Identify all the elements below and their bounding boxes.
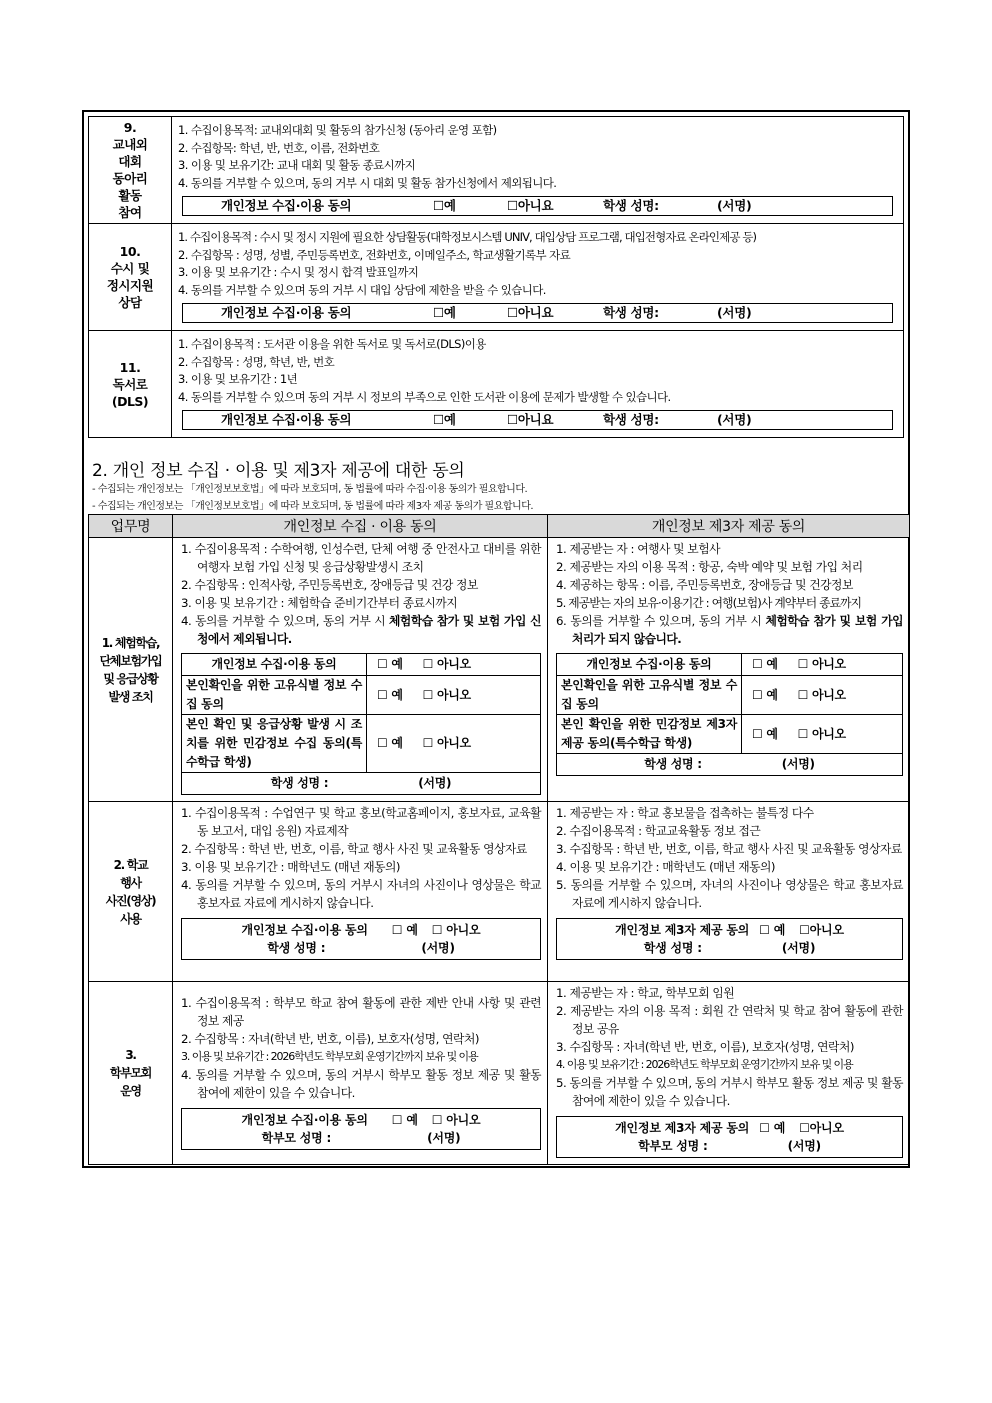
table-row-parent-association bbox=[89, 982, 910, 1165]
list-item: 1. 수집이용목적 : 수학여행, 인성수련, 단체 여행 중 안전사고 대비를 위한 여행자 보험 가입 신청 및 응급상황발생시 조치 bbox=[181, 542, 541, 574]
consent-bar bbox=[182, 303, 893, 323]
consent-row bbox=[557, 676, 903, 715]
signature-field[interactable]: (서명) bbox=[781, 757, 815, 771]
label-line: 참여 bbox=[118, 205, 142, 220]
yes-checkbox[interactable]: ☐예 bbox=[433, 305, 456, 321]
yes-checkbox[interactable]: ☐예 bbox=[433, 198, 456, 214]
consent-items-table bbox=[88, 116, 904, 438]
collect-column bbox=[173, 982, 548, 1165]
consent-label: 개인정보 수집·이용 동의 bbox=[221, 412, 352, 428]
label-line: 3. bbox=[125, 1048, 136, 1062]
list-item: 5. 동의를 거부할 수 있으며, 자녀의 사진이나 영상물은 학교 홍보자료 자료에 게시하지 않습니다. bbox=[556, 878, 903, 910]
collect-column bbox=[173, 802, 548, 982]
list-item: 4. 이용 및 보유기간 : 매학년도 (매년 재동의) bbox=[556, 860, 776, 874]
label-line: 행사 bbox=[120, 875, 141, 890]
label-line: 수시 및 bbox=[110, 261, 150, 276]
list-item: 3. 이용 및 보유기간 : 체험학습 준비기간부터 종료시까지 bbox=[181, 596, 458, 610]
consent-bar bbox=[182, 410, 893, 430]
parent-name-field[interactable]: 학부모 성명 : bbox=[261, 1131, 332, 1145]
no-checkbox[interactable]: ☐아니오 bbox=[799, 1121, 844, 1135]
list-item: 3. 이용 및 보유기간 : 2026학년도 학부모회 운영기간까지 보유 및 이용 bbox=[181, 1050, 478, 1063]
no-checkbox[interactable]: ☐ 아니오 bbox=[422, 657, 471, 671]
signature-field[interactable]: (서명) bbox=[781, 941, 816, 955]
consent-question: 본인 확인을 위한 민감정보 제3자 제공 동의(특수학급 학생) bbox=[557, 715, 742, 754]
consent-question: 개인정보 수집·이용 동의 bbox=[557, 654, 742, 676]
consent-box bbox=[181, 1108, 541, 1150]
signature-line bbox=[557, 1137, 902, 1155]
no-checkbox[interactable]: ☐ 아니오 bbox=[797, 657, 846, 671]
column-header-task: 업무명 bbox=[89, 515, 173, 538]
list-item: 5. 동의를 거부할 수 있으며, 동의 거부시 학부모 활동 정보 제공 및 활동 참여에 제한이 있을 수 있습니다. bbox=[556, 1076, 903, 1108]
consent-row bbox=[557, 654, 903, 676]
table-row-photo-use bbox=[89, 802, 910, 982]
list-item: 4. 동의를 거부할 수 있으며 동의 거부 시 대입 상담에 제한을 받을 수 있습니다. bbox=[178, 282, 546, 297]
list-item: 3. 이용 및 보유기간: 교내 대회 및 활동 종료시까지 bbox=[178, 158, 416, 172]
label-line: 동아리 bbox=[112, 171, 148, 186]
consent-row bbox=[182, 676, 541, 715]
task-label bbox=[89, 982, 173, 1165]
list-item: 1. 수집이용목적 : 학부모 학교 참여 활동에 관한 제반 안내 사항 및 관련 정보 제공 bbox=[181, 996, 541, 1028]
label-line: 운영 bbox=[120, 1084, 141, 1098]
item-content bbox=[172, 224, 904, 331]
label-line: 발생 조치 bbox=[108, 689, 153, 704]
task-label bbox=[89, 538, 173, 802]
yes-checkbox[interactable]: ☐ 예 bbox=[377, 657, 403, 671]
list-item: 1. 수집이용목적 : 수시 및 정시 지원에 필요한 상담활동(대학정보시스템 UNIV, 대입상담 프로그램, 대입전형자료 온라인제공 등) bbox=[178, 230, 757, 244]
list-item: 4. 동의를 거부할 수 있으며 동의 거부 시 정보의 부족으로 인한 도서관 이용에 문제가 발생할 수 있습니다. bbox=[178, 389, 671, 404]
signature-line bbox=[182, 939, 540, 957]
list-item: 5. 제공받는 자의 보유·이용기간 : 여행(보험)사 계약부터 종료까지 bbox=[556, 596, 862, 610]
no-checkbox[interactable]: ☐아니요 bbox=[507, 305, 554, 321]
list-item bbox=[181, 612, 541, 648]
item-text: 6. 동의를 거부할 수 있으며, 동의 거부 시 bbox=[556, 614, 766, 628]
list-item: 1. 제공받는 자 : 학교, 학부모회 임원 bbox=[556, 986, 735, 1000]
yes-checkbox[interactable]: ☐ 예 bbox=[377, 687, 403, 702]
list-item: 4. 이용 및 보유기간 : 2026학년도 학부모회 운영기간까지 보유 및 이용 bbox=[556, 1058, 853, 1071]
provide-column bbox=[548, 538, 910, 802]
label-line: 2. 학교 bbox=[113, 857, 148, 872]
label-line: 상담 bbox=[118, 295, 142, 310]
column-header-collect: 개인정보 수집 · 이용 동의 bbox=[173, 515, 548, 538]
item-label bbox=[89, 117, 172, 224]
table-row-item-9 bbox=[89, 117, 904, 224]
consent-label: 개인정보 제3자 제공 동의 bbox=[615, 923, 750, 937]
consent-question: 개인정보 수집·이용 동의 bbox=[182, 654, 367, 676]
list-item: 1. 수집이용목적: 교내외대회 및 활동의 참가신청 (동아리 운영 포함) bbox=[178, 123, 497, 137]
list-item: 2. 수집항목 : 성명, 학년, 반, 번호 bbox=[178, 354, 335, 369]
yes-checkbox[interactable]: ☐ 예 bbox=[391, 923, 418, 937]
signature-field[interactable]: (서명) bbox=[427, 1131, 461, 1145]
item-content bbox=[172, 331, 904, 438]
consent-question: 본인확인을 위한 고유식별 정보 수집 동의 bbox=[182, 676, 367, 715]
consent-bar bbox=[182, 196, 893, 216]
item-label bbox=[89, 224, 172, 331]
signature-field[interactable]: (서명) bbox=[421, 941, 455, 955]
consent-line bbox=[557, 1119, 902, 1137]
label-line: 사용 bbox=[120, 911, 141, 926]
list-item: 2. 제공받는 자의 이용 목적 : 항공, 숙박 예약 및 보험 가입 처리 bbox=[556, 560, 863, 574]
student-name-field[interactable]: 학생 성명: bbox=[603, 412, 659, 428]
list-item: 3. 이용 및 보유기간 : 수시 및 정시 합격 발표일까지 bbox=[178, 265, 419, 279]
item-text: 4. 동의를 거부할 수 있으며, 동의 거부 시 bbox=[181, 614, 390, 628]
no-checkbox[interactable]: ☐ 아니오 bbox=[422, 736, 471, 750]
consent-label: 개인정보 수집·이용 동의 bbox=[241, 1113, 368, 1127]
list-item: 1. 제공받는 자 : 학교 홍보물을 접촉하는 불특정 다수 bbox=[556, 806, 814, 820]
no-checkbox[interactable]: ☐ 아니오 bbox=[797, 687, 846, 702]
yes-checkbox[interactable]: ☐ 예 bbox=[752, 657, 778, 671]
list-item: 4. 동의를 거부할 수 있으며, 동의 거부 시 대회 및 활동 참가신청에서 제외됩니다. bbox=[178, 175, 557, 190]
label-line: 단체보험가입 bbox=[99, 653, 162, 668]
list-item: 3. 이용 및 보유기간 : 매학년도 (매년 재동의) bbox=[181, 860, 401, 874]
list-item: 3. 수집항목 : 자녀(학년 반, 번호, 이름), 보호자(성명, 연락처) bbox=[556, 1040, 854, 1054]
list-item: 4. 동의를 거부할 수 있으며, 동의 거부시 자녀의 사진이나 영상물은 학교 홍보자료 자료에 게시하지 않습니다. bbox=[181, 878, 541, 910]
signature-field[interactable]: (서명) bbox=[418, 776, 452, 790]
no-checkbox[interactable]: ☐ 아니오 bbox=[431, 1113, 481, 1127]
no-checkbox[interactable]: ☐ 아니오 bbox=[422, 687, 471, 702]
list-item: 3. 이용 및 보유기간 : 1년 bbox=[178, 372, 298, 386]
consent-answers bbox=[367, 654, 541, 676]
consent-label: 개인정보 수집·이용 동의 bbox=[221, 305, 352, 321]
legal-note: - 수집되는 개인정보는 「개인정보보호법」에 따라 보호되며, 동 법률에 따라 제3자 제공 동의가 필요합니다. bbox=[92, 501, 534, 512]
consent-subtable bbox=[181, 653, 541, 795]
yes-checkbox[interactable]: ☐예 bbox=[433, 412, 456, 428]
student-name-field[interactable]: 학생 성명 : bbox=[643, 941, 702, 955]
consent-line bbox=[182, 1111, 540, 1129]
list-item: 1. 수집이용목적 : 수업연구 및 학교 홍보(학교홈페이지, 홍보자료, 교육활동 보고서, 대입 응원) 자료제작 bbox=[181, 806, 541, 838]
section-title: 2. 개인 정보 수집 · 이용 및 제3자 제공에 대한 동의 bbox=[92, 461, 465, 481]
yes-checkbox[interactable]: ☐ 예 bbox=[759, 1121, 786, 1135]
list-item: 2. 제공받는 자의 이용 목적 : 회원 간 연락처 및 학교 참여 활동에 관한 정보 공유 bbox=[556, 1004, 903, 1036]
consent-answers bbox=[367, 715, 541, 773]
item-content bbox=[172, 117, 904, 224]
item-label bbox=[89, 331, 172, 438]
yes-checkbox[interactable]: ☐ 예 bbox=[391, 1113, 418, 1127]
list-item: 1. 제공받는 자 : 여행사 및 보험사 bbox=[556, 542, 720, 556]
student-name-label: 학생 성명 : bbox=[644, 757, 702, 771]
yes-checkbox[interactable]: ☐ 예 bbox=[752, 687, 778, 702]
label-line: 11. bbox=[119, 359, 141, 375]
provide-column bbox=[548, 982, 910, 1165]
consent-question: 본인확인을 위한 고유식별 정보 수집 동의 bbox=[557, 676, 742, 715]
consent-answers bbox=[742, 715, 903, 754]
task-label bbox=[89, 802, 173, 982]
consent-answers bbox=[742, 654, 903, 676]
no-checkbox[interactable]: ☐ 아니오 bbox=[797, 726, 846, 741]
consent-box bbox=[556, 1116, 903, 1158]
signature-line bbox=[557, 939, 902, 957]
student-name-field[interactable]: 학생 성명 : bbox=[267, 941, 326, 955]
consent-subtable bbox=[556, 653, 903, 776]
consent-label: 개인정보 수집·이용 동의 bbox=[221, 198, 352, 214]
yes-checkbox[interactable]: ☐ 예 bbox=[752, 726, 778, 741]
consent-question: 본인 확인 및 응급상황 발생 시 조치를 위한 민감정보 수집 동의(특수학급 학생) bbox=[182, 715, 367, 773]
item-bold-text: 체험학습 참가 및 보험 가입 처리가 되지 않습니다. bbox=[572, 614, 903, 646]
signature-row bbox=[557, 754, 903, 776]
label-line: 교내외 bbox=[112, 137, 148, 152]
consent-form-page bbox=[82, 110, 910, 1168]
consent-provision-table bbox=[88, 514, 910, 1165]
label-line: 대회 bbox=[118, 154, 142, 169]
signature-cell[interactable] bbox=[182, 773, 541, 795]
signature-cell[interactable] bbox=[557, 754, 903, 776]
legal-note: - 수집되는 개인정보는 「개인정보보호법」에 따라 보호되며, 동 법률에 따라 수집·이용 동의가 필요합니다. bbox=[92, 484, 528, 495]
label-line: 사진(영상) bbox=[105, 893, 156, 908]
signature-line bbox=[182, 1129, 540, 1147]
label-line: 정시지원 bbox=[106, 278, 154, 293]
list-item: 2. 수집항목 : 학년 반, 번호, 이름, 학교 행사 사진 및 교육활동 영상자료 bbox=[181, 842, 527, 856]
item-bold-text: 체험학습 참가 및 보험 가입 신청에서 제외됩니다. bbox=[197, 614, 541, 646]
signature-field[interactable]: (서명) bbox=[717, 198, 752, 214]
consent-answers bbox=[742, 676, 903, 715]
table-row-field-trip bbox=[89, 538, 910, 802]
signature-row bbox=[182, 773, 541, 795]
consent-line bbox=[557, 921, 902, 939]
signature-field[interactable]: (서명) bbox=[787, 1139, 821, 1153]
parent-name-field[interactable]: 학부모 성명 : bbox=[638, 1139, 708, 1153]
table-header-row bbox=[89, 515, 910, 538]
student-name-field[interactable]: 학생 성명: bbox=[603, 198, 659, 214]
list-item: 2. 수집이용목적 : 학교교육활동 정보 접근 bbox=[556, 824, 761, 838]
consent-box bbox=[181, 918, 541, 960]
yes-checkbox[interactable]: ☐ 예 bbox=[377, 736, 403, 750]
table-row-item-10 bbox=[89, 224, 904, 331]
table-row-item-11 bbox=[89, 331, 904, 438]
list-item: 2. 수집항목: 학년, 반, 번호, 이름, 전화번호 bbox=[178, 140, 380, 155]
consent-label: 개인정보 제3자 제공 동의 bbox=[615, 1121, 750, 1135]
no-checkbox[interactable]: ☐아니요 bbox=[507, 198, 554, 214]
consent-label: 개인정보 수집·이용 동의 bbox=[241, 923, 368, 937]
no-checkbox[interactable]: ☐아니오 bbox=[799, 923, 844, 937]
label-line: 10. bbox=[119, 244, 141, 259]
label-line: 9. bbox=[123, 120, 137, 135]
label-line: (DLS) bbox=[111, 393, 149, 409]
consent-answers bbox=[367, 676, 541, 715]
consent-row bbox=[557, 715, 903, 754]
collect-column bbox=[173, 538, 548, 802]
column-header-provide: 개인정보 제3자 제공 동의 bbox=[548, 515, 910, 538]
consent-line bbox=[182, 921, 540, 939]
list-item: 4. 제공하는 항목 : 이름, 주민등록번호, 장애등급 및 건강정보 bbox=[556, 578, 853, 592]
list-item: 2. 수집항목 : 자녀(학년 반, 번호, 이름), 보호자(성명, 연락처) bbox=[181, 1032, 479, 1046]
list-item: 3. 수집항목 : 학년 반, 번호, 이름, 학교 행사 사진 및 교육활동 영상자료 bbox=[556, 842, 902, 856]
consent-box bbox=[556, 918, 903, 960]
list-item: 1. 수집이용목적 : 도서관 이용을 위한 독서로 및 독서로(DLS)이용 bbox=[178, 337, 486, 351]
list-item bbox=[556, 612, 903, 648]
yes-checkbox[interactable]: ☐ 예 bbox=[759, 923, 786, 937]
no-checkbox[interactable]: ☐아니요 bbox=[507, 412, 554, 428]
signature-field[interactable]: (서명) bbox=[717, 305, 752, 321]
list-item: 4. 동의를 거부할 수 있으며, 동의 거부시 학부모 활동 정보 제공 및 활동 참여에 제한이 있을 수 있습니다. bbox=[181, 1068, 541, 1100]
no-checkbox[interactable]: ☐ 아니오 bbox=[431, 923, 481, 937]
student-name-label: 학생 성명 : bbox=[270, 776, 329, 790]
signature-field[interactable]: (서명) bbox=[717, 412, 752, 428]
label-line: 학부모회 bbox=[109, 1066, 152, 1080]
consent-row bbox=[182, 654, 541, 676]
list-item: 2. 수집항목 : 성명, 성별, 주민등록번호, 전화번호, 이메일주소, 학교생활기록부 자료 bbox=[178, 247, 571, 262]
label-line: 독서로 bbox=[112, 376, 148, 392]
provide-column bbox=[548, 802, 910, 982]
label-line: 1. 체험학습, bbox=[101, 635, 160, 650]
label-line: 및 응급상황 bbox=[103, 671, 158, 686]
consent-row bbox=[182, 715, 541, 773]
label-line: 활동 bbox=[118, 188, 142, 203]
list-item: 2. 수집항목 : 인적사항, 주민등록번호, 장애등급 및 건강 정보 bbox=[181, 578, 478, 592]
student-name-field[interactable]: 학생 성명: bbox=[603, 305, 659, 321]
